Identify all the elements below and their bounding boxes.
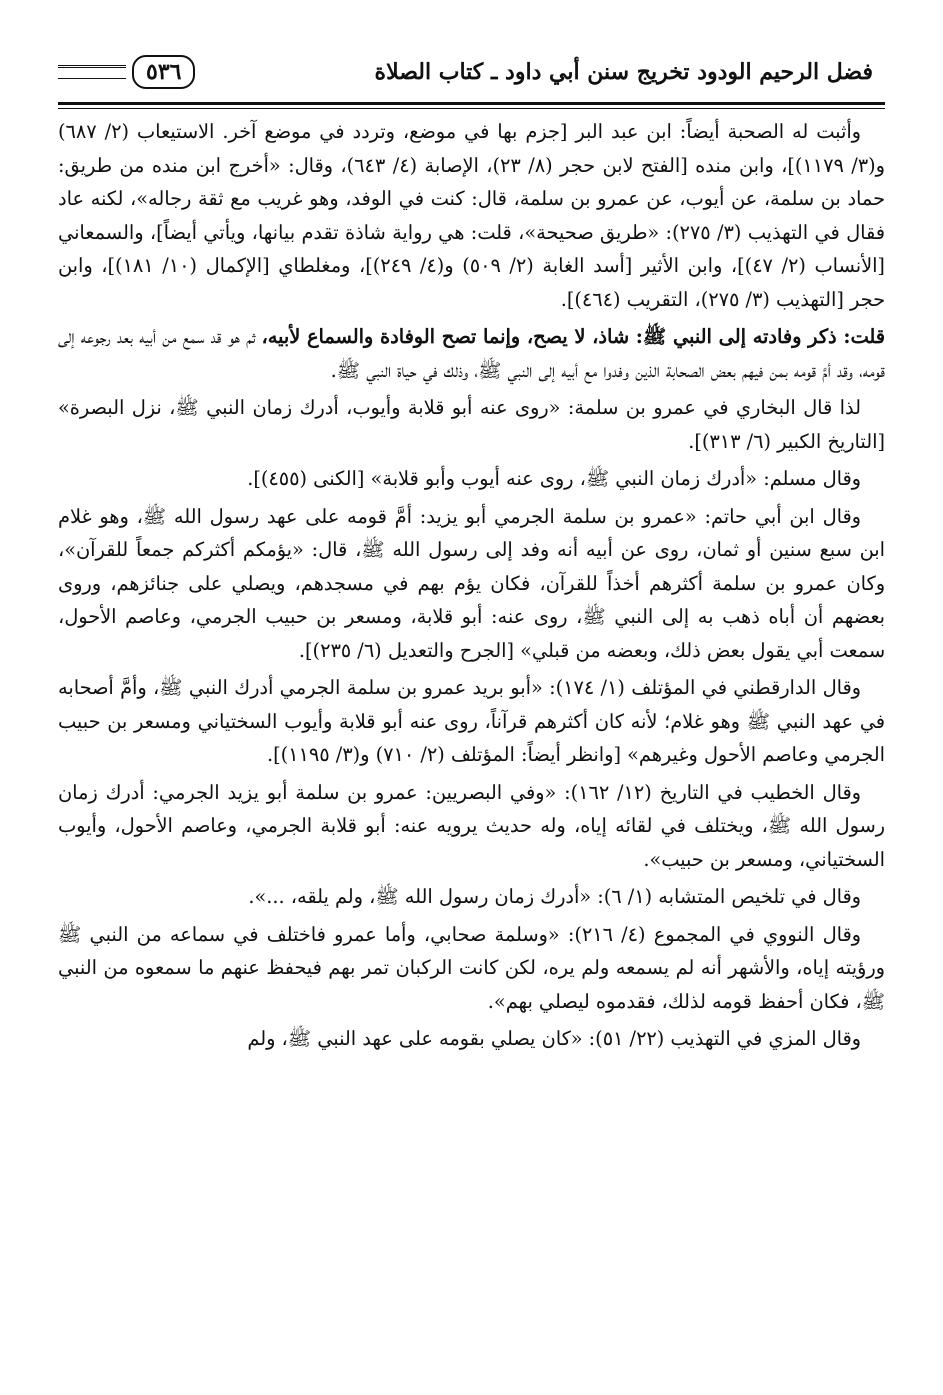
paragraph: وقال المزي في التهذيب (٢٢/ ٥١): «كان يصلي بقومه على عهد النبي ﷺ، ولم: [247, 1027, 861, 1050]
paragraph: وقال الدارقطني في المؤتلف (١/ ١٧٤): «أبو بريد عمرو بن سلمة الجرمي أدرك النبي ﷺ، وأمَّ أصحابه في عهد النبي ﷺ وهو غلام؛ لأنه كان أكثرهم قرآناً، روى عنه أبو قلابة وأيوب السختياني ومسعر بن حبيب الجرمي وعاصم الأحول وغيرهم» [وانظر أيضاً: المؤتلف (٢/ ٧١٠) و(٣/ ١١٩٥)].: [58, 676, 885, 766]
page-number-group: [58, 55, 195, 89]
bold-lead: قلت: ذكر وفادته إلى النبي ﷺ: شاذ، لا يصح، وإنما تصح الوفادة والسماع لأبيه،: [261, 325, 885, 348]
paragraph: وقال ابن أبي حاتم: «عمرو بن سلمة الجرمي أبو يزيد: أمَّ قومه على عهد رسول الله ﷺ، وهو غلام ابن سبع سنين أو ثمان، روى عن أبيه أنه وفد إلى رسول الله ﷺ، قال: «يؤمكم أكثركم جمعاً للقرآن»، وكان عمرو بن سلمة أكثرهم أخذاً للقرآن، فكان يؤم بهم في مسجدهم، ويصلي على جنائزهم، وروى بعضهم أن أباه ذهب به إلى النبي ﷺ، روى عنه: أبو قلابة، ومسعر بن حبيب الجرمي، وعاصم الأحول، سمعت أبي يقول بعض ذلك، وبعضه من قبلي» [الجرح والتعديل (٦/ ٢٣٥)].: [58, 504, 885, 662]
paragraph: وقال النووي في المجموع (٤/ ٢١٦): «وسلمة صحابي، وأما عمرو فاختلف في سماعه من النبي ﷺ ورؤيته إياه، والأشهر أنه لم يسمعه ولم يره، لكن كانت الركبان تمر بهم فيحفظ عنهم ما سمعوه من النبي ﷺ، فكان أحفظ قومه لذلك، فقدموه ليصلي بهم».: [58, 922, 885, 1013]
paragraph: وقال مسلم: «أدرك زمان النبي ﷺ، روى عنه أيوب وأبو قلابة» [الكنى (٤٥٥)].: [247, 467, 861, 490]
running-title: فضل الرحيم الودود تخريج سنن أبي داود ـ كتاب الصلاة: [374, 59, 873, 85]
paragraph: قلت: ذكر وفادته إلى النبي ﷺ: شاذ، لا يصح، وإنما تصح الوفادة والسماع لأبيه، ثم هو قد سمع من أبيه بعد رجوعه إلى قومه، وقد أمَّ قومه بمن فيهم بعض الصحابة الذين وفدوا مع أبيه إلى النبي ﷺ، وذلك في حياة النبي ﷺ.: [58, 325, 885, 382]
paragraph: وقال في تلخيص المتشابه (١/ ٦): «أدرك زمان رسول الله ﷺ، ولم يلقه، ...».: [248, 885, 861, 908]
header-ornament-rule: [58, 65, 126, 79]
page-header: [58, 40, 885, 104]
paragraph: وقال الخطيب في التاريخ (١٢/ ١٦٢): «وفي البصريين: عمرو بن سلمة أبو يزيد الجرمي: أدرك زمان رسول الله ﷺ، ويختلف في لقائه إياه، وله حديث يرويه عنه: أبو قلابة الجرمي، وعاصم الأحول، وأيوب السختياني، ومسعر بن حبيب».: [58, 780, 885, 871]
page-number: ٥٣٦: [132, 55, 195, 89]
paragraph: وأثبت له الصحبة أيضاً: ابن عبد البر [جزم بها في موضع، وتردد في موضع آخر. الاستيعاب (٢/ ٦٨٧) و(٣/ ١١٧٩)]، وابن منده [الفتح لابن حجر (٨/ ٢٣)، الإصابة (٤/ ٦٤٣)، وقال: «أخرج ابن منده من طريق: حماد بن سلمة، عن أيوب، عن عمرو بن سلمة، قال: كنت في الوفد، وهو غريب مع ثقة رجاله»، لكنه عاد فقال في التهذيب (٣/ ٢٧٥): «طريق صحيحة»، قلت: هي رواية شاذة تقدم بيانها، ويأتي أيضاً]، والسمعاني [الأنساب (٢/ ٤٧)]، وابن الأثير [أسد الغابة (٢/ ٥٠٩) و(٤/ ٢٤٩)]، ومغلطاي [الإكمال (١٠/ ١٨١)]، وابن حجر [التهذيب (٣/ ٢٧٥)، التقريب (٤٦٤)].: [58, 120, 885, 311]
paragraph: لذا قال البخاري في عمرو بن سلمة: «روى عنه أبو قلابة وأيوب، أدرك زمان النبي ﷺ، نزل البصرة» [التاريخ الكبير (٦/ ٣١٣)].: [58, 396, 885, 453]
body-text: [58, 115, 885, 1056]
